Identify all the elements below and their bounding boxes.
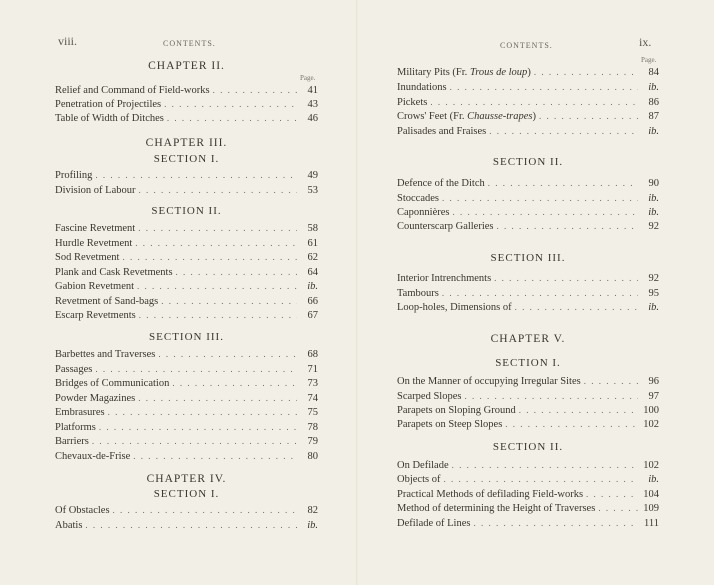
toc-entry: Caponnières . . . ib.	[397, 206, 659, 219]
page-number: ix.	[639, 35, 652, 49]
toc-entry: Chevaux-de-Frise . . . 80	[55, 450, 318, 463]
page-column-label: Page.	[641, 56, 657, 64]
toc-entry: Scarped Slopes . . . 97	[397, 390, 659, 403]
toc-entry: Pickets . . . 86	[397, 96, 659, 109]
toc-entry: On Defilade . . . 102	[397, 459, 659, 472]
toc-entry: Escarp Revetments . . . 67	[55, 309, 318, 322]
toc-entry: Military Pits (Fr. Trous de loup) . . . 84	[397, 66, 659, 79]
toc-entry: Revetment of Sand-bags . . . 66	[55, 295, 318, 308]
toc-entry: Inundations . . . ib.	[397, 81, 659, 94]
section-heading: SECTION I.	[153, 488, 220, 500]
toc-entry: Parapets on Steep Slopes . . . 102	[397, 418, 659, 431]
right-page	[357, 0, 714, 585]
toc-entry: Practical Methods of defilading Field-works . . . 104	[397, 488, 659, 501]
running-head: CONTENTS.	[500, 41, 553, 50]
toc-entry: On the Manner of occupying Irregular Sites . . . 96	[397, 375, 659, 388]
toc-entry: Interior Intrenchments . . . 92	[397, 272, 659, 285]
toc-entry: Stoccades . . . ib.	[397, 192, 659, 205]
chapter-heading: CHAPTER V.	[490, 333, 566, 345]
section-heading: SECTION II.	[151, 205, 222, 217]
toc-entry: Relief and Command of Field-works . . . 41	[55, 84, 318, 97]
toc-entry: Gabion Revetment . . . ib.	[55, 280, 318, 293]
toc-entry: Fascine Revetment . . . 58	[55, 222, 318, 235]
toc-entry: Table of Width of Ditches . . . 46	[55, 112, 318, 125]
chapter-heading: CHAPTER IV.	[146, 473, 227, 485]
toc-entry: Defence of the Ditch . . . 90	[397, 177, 659, 190]
toc-entry: Abatis . . . ib.	[55, 519, 318, 532]
page-number: viii.	[58, 34, 78, 48]
running-head: CONTENTS.	[163, 39, 216, 48]
toc-entry: Bridges of Communication . . . 73	[55, 377, 318, 390]
section-heading: SECTION I.	[495, 357, 561, 369]
toc-entry: Defilade of Lines . . . 111	[397, 517, 659, 530]
toc-entry: Sod Revetment . . . 62	[55, 251, 318, 264]
toc-entry: Hurdle Revetment . . . 61	[55, 237, 318, 250]
toc-entry: Powder Magazines . . . 74	[55, 392, 318, 405]
toc-entry: Palisades and Fraises . . . ib.	[397, 125, 659, 138]
toc-entry: Platforms . . . 78	[55, 421, 318, 434]
section-heading: SECTION II.	[492, 441, 564, 453]
section-heading: SECTION III.	[490, 252, 566, 264]
chapter-heading: CHAPTER II.	[148, 60, 225, 72]
toc-entry: Tambours . . . 95	[397, 287, 659, 300]
toc-entry: Counterscarp Galleries . . . 92	[397, 220, 659, 233]
toc-entry: Method of determining the Height of Traverses . . . 109	[397, 502, 659, 515]
toc-entry: Of Obstacles . . . 82	[55, 504, 318, 517]
toc-entry: Loop-holes, Dimensions of . . . ib.	[397, 301, 659, 314]
toc-entry: Plank and Cask Revetments . . . 64	[55, 266, 318, 279]
toc-entry: Profiling . . . 49	[55, 169, 318, 182]
toc-entry: Parapets on Sloping Ground . . . 100	[397, 404, 659, 417]
page-column-label: Page.	[300, 74, 316, 82]
section-heading: SECTION III.	[149, 331, 224, 343]
toc-entry: Division of Labour . . . 53	[55, 184, 318, 197]
toc-entry: Embrasures . . . 75	[55, 406, 318, 419]
toc-entry: Crows' Feet (Fr. Chausse-trapes) . . . 87	[397, 110, 659, 123]
toc-entry: Passages . . . 71	[55, 363, 318, 376]
section-heading: SECTION II.	[492, 156, 564, 168]
toc-entry: Barriers . . . 79	[55, 435, 318, 448]
toc-entry: Objects of . . . ib.	[397, 473, 659, 486]
section-heading: SECTION I.	[153, 153, 220, 165]
chapter-heading: CHAPTER III.	[145, 137, 228, 149]
toc-entry: Penetration of Projectiles . . . 43	[55, 98, 318, 111]
toc-entry: Barbettes and Traverses . . . 68	[55, 348, 318, 361]
